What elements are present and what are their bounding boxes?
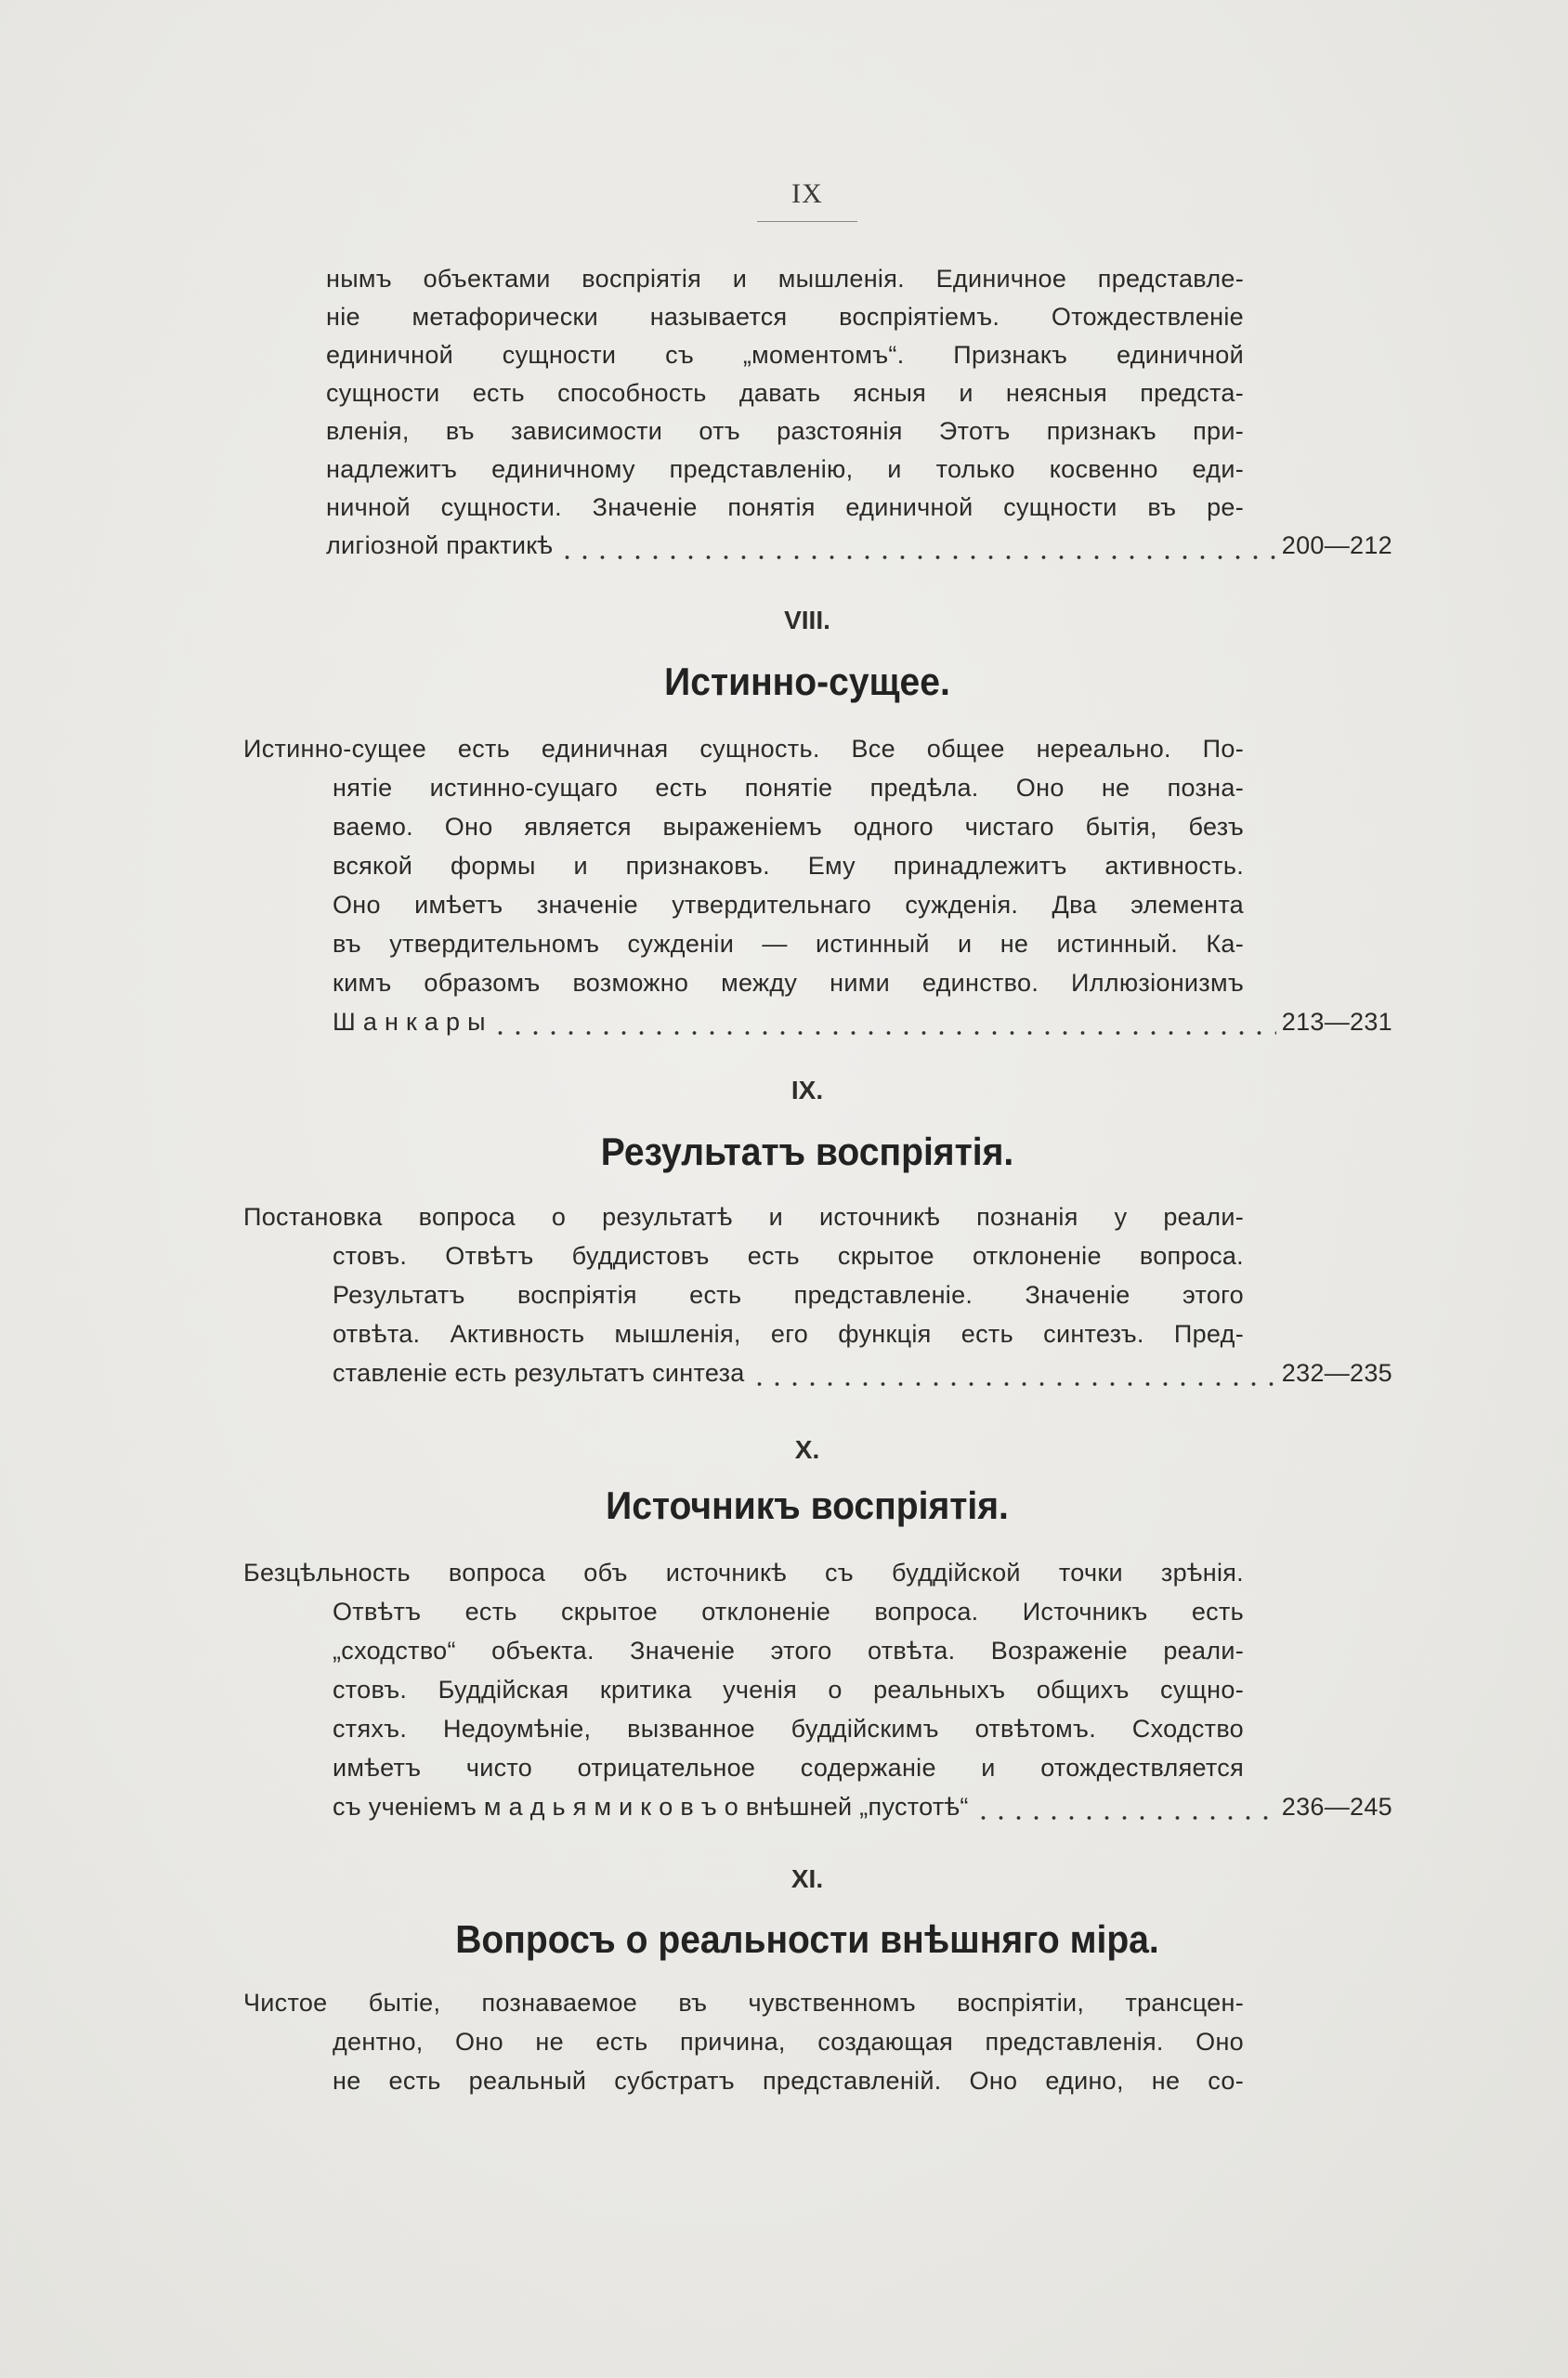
toc-line: стяхъ. Недоумѣніе, вызванное буддійскимъ отвѣтомъ. Сходство: [333, 1715, 1244, 1743]
toc-line: Чистое бытіе, познаваемое въ чувственномъ воспріятіи, трансцен-: [243, 1989, 1244, 2017]
page-range: 200—212: [1281, 531, 1392, 559]
toc-line: единичной сущности съ „моментомъ“. Признакъ единичной: [326, 341, 1244, 369]
toc-line: лигіозной практикѣ: [326, 531, 554, 559]
toc-line: Отвѣтъ есть скрытое отклоненіе вопроса. Источникъ есть: [333, 1598, 1244, 1626]
toc-line: всякой формы и признаковъ. Ему принадлежитъ активность.: [333, 852, 1244, 880]
page-number: IX: [791, 178, 823, 209]
toc-line: въ утвердительномъ сужденіи — истинный и не истинный. Ка-: [333, 930, 1244, 958]
toc-line: Ш а н к а р ы: [333, 1008, 486, 1036]
toc-line: Безцѣльность вопроса объ источникѣ съ буддійской точки зрѣнія.: [243, 1559, 1244, 1587]
toc-entry: [238, 1197, 1392, 1392]
toc-line: надлежитъ единичному представленію, и только косвенно еди-: [326, 455, 1244, 483]
section-number: XI.: [791, 1864, 824, 1893]
toc-line: отвѣта. Активность мышленія, его функція есть синтезъ. Пред-: [333, 1320, 1244, 1348]
toc-entry: [238, 1983, 1392, 2100]
page-range: 213—231: [1281, 1008, 1392, 1036]
toc-last-line: [333, 1787, 1392, 1826]
toc-line: не есть реальный субстратъ представленій. Оно едино, не со-: [333, 2067, 1244, 2095]
toc-line: стовъ. Буддійская критика ученія о реальныхъ общихъ сущно-: [333, 1676, 1244, 1704]
toc-line: нятіе истинно-сущаго есть понятіе предѣла. Оно не позна-: [333, 774, 1244, 802]
section-title: Результатъ воспріятія.: [600, 1130, 1014, 1173]
toc-line: вленія, въ зависимости отъ разстоянія Этотъ признакъ при-: [326, 417, 1244, 445]
toc-line: Результатъ воспріятія есть представленіе. Значеніе этого: [333, 1281, 1244, 1309]
toc-entry: [238, 1553, 1392, 1826]
toc-line: ніе метафорически называется воспріятіемъ. Отождествленіе: [326, 303, 1244, 331]
toc-line: Постановка вопроса о результатѣ и источникѣ познанія у реали-: [243, 1203, 1244, 1231]
header-rule: [757, 221, 857, 222]
leader-dots: [558, 527, 1276, 566]
toc-line: кимъ образомъ возможно между ними единство. Иллюзіонизмъ: [333, 969, 1244, 997]
section-title: Истинно-сущее.: [664, 660, 950, 703]
section-title: Вопросъ о реальности внѣшняго міра.: [455, 1917, 1159, 1961]
toc-last-line: [333, 1002, 1392, 1041]
toc-line: нымъ объектами воспріятія и мышленія. Единичное представле-: [326, 265, 1244, 293]
page-range: 232—235: [1281, 1359, 1392, 1387]
toc-last-line: [326, 527, 1392, 565]
toc-entry: [238, 729, 1392, 1041]
leader-dots: [491, 1002, 1276, 1041]
toc-line: Оно имѣетъ значеніе утвердительнаго сужденія. Два элемента: [333, 891, 1244, 919]
toc-line: Истинно-сущее есть единичная сущность. Все общее нереально. По-: [243, 735, 1244, 763]
toc-line: ваемо. Оно является выраженіемъ одного чистаго бытія, безъ: [333, 813, 1244, 841]
toc-entry-continuation: [238, 260, 1392, 565]
toc-line: сущности есть способность давать ясныя и неясныя предста-: [326, 379, 1244, 407]
leader-dots: [974, 1787, 1276, 1826]
toc-line: ставленіе есть результатъ синтеза: [333, 1359, 745, 1387]
toc-last-line: [333, 1353, 1392, 1392]
section-number: X.: [794, 1435, 820, 1464]
toc-line: „сходство“ объекта. Значеніе этого отвѣта. Возраженіе реали-: [333, 1637, 1244, 1665]
section-number: VIII.: [784, 606, 830, 634]
toc-line: имѣетъ чисто отрицательное содержаніе и отождествляется: [333, 1754, 1244, 1782]
section-title: Источникъ воспріятія.: [606, 1483, 1009, 1527]
toc-line: стовъ. Отвѣтъ буддистовъ есть скрытое отклоненіе вопроса.: [333, 1242, 1244, 1270]
toc-line: ничной сущности. Значеніе понятія единичной сущности въ ре-: [326, 493, 1244, 521]
toc-line: съ ученіемъ м а д ь я м и к о в ъ о внѣшней „пустотѣ“: [333, 1793, 969, 1821]
toc-line: дентно, Оно не есть причина, создающая представленія. Оно: [333, 2028, 1244, 2056]
page-range: 236—245: [1281, 1793, 1392, 1821]
leader-dots: [751, 1353, 1276, 1392]
section-number: IX.: [791, 1076, 824, 1104]
